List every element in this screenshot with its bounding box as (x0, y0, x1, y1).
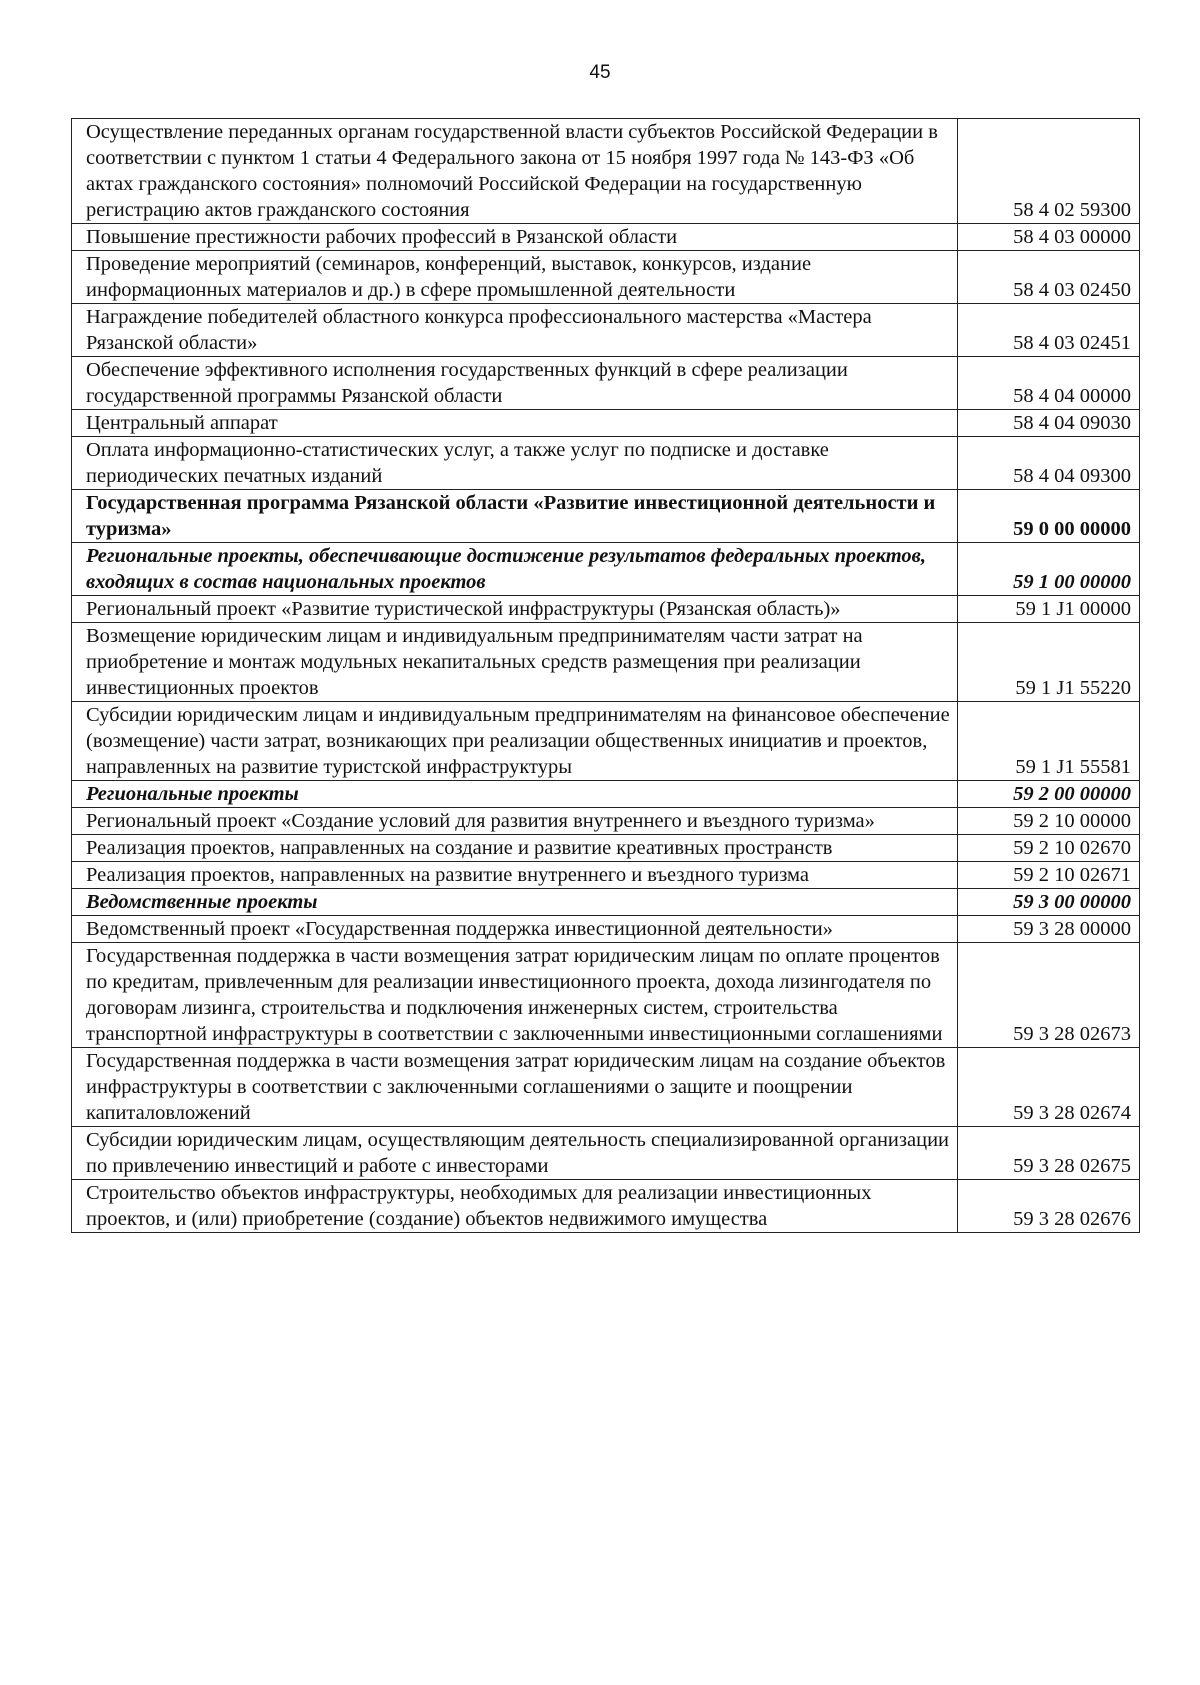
item-code-cell: 58 4 03 00000 (958, 224, 1140, 251)
table-row (72, 410, 1140, 437)
item-name-cell: Государственная поддержка в части возмещения затрат юридическим лицам по оплате процентов по кредитам, привлеченным для реализации инвестиционного проекта, дохода лизингодателя по договорам лизинга, строительства и подключения инженерных систем, строительства транспортной инфраструктуры в соответствии с заключенными инвестиционными соглашениями (72, 943, 958, 1048)
item-code-cell: 59 3 00 00000 (958, 889, 1140, 916)
table-row (72, 357, 1140, 410)
table-row (72, 1180, 1140, 1233)
item-name-cell: Строительство объектов инфраструктуры, необходимых для реализации инвестиционных проектов, и (или) приобретение (создание) объектов недвижимого имущества (72, 1180, 958, 1233)
table-row (72, 304, 1140, 357)
item-name-cell: Субсидии юридическим лицам, осуществляющим деятельность специализированной организации по привлечению инвестиций и работе с инвесторами (72, 1127, 958, 1180)
table-row (72, 808, 1140, 835)
item-code-cell: 59 3 28 02675 (958, 1127, 1140, 1180)
table-row (72, 596, 1140, 623)
item-name-cell: Региональные проекты, обеспечивающие достижение результатов федеральных проектов, входящих в состав национальных проектов (72, 543, 958, 596)
table-row (72, 916, 1140, 943)
item-name-cell: Государственная программа Рязанской области «Развитие инвестиционной деятельности и туризма» (72, 490, 958, 543)
item-code-cell: 59 3 28 02674 (958, 1048, 1140, 1127)
table-body (72, 119, 1140, 1233)
table-row (72, 862, 1140, 889)
item-code-cell: 58 4 04 09030 (958, 410, 1140, 437)
item-name-cell: Региональные проекты (72, 781, 958, 808)
item-name-cell: Повышение престижности рабочих профессий в Рязанской области (72, 224, 958, 251)
page-number: 45 (589, 62, 611, 83)
item-code-cell: 59 3 28 02676 (958, 1180, 1140, 1233)
item-code-cell: 59 0 00 00000 (958, 490, 1140, 543)
table-row (72, 437, 1140, 490)
table-row (72, 889, 1140, 916)
item-name-cell: Ведомственные проекты (72, 889, 958, 916)
item-name-cell: Награждение победителей областного конкурса профессионального мастерства «Мастера Рязанской области» (72, 304, 958, 357)
budget-code-table (71, 118, 1140, 1233)
item-name-cell: Ведомственный проект «Государственная поддержка инвестиционной деятельности» (72, 916, 958, 943)
table-row (72, 490, 1140, 543)
item-name-cell: Государственная поддержка в части возмещения затрат юридическим лицам на создание объектов инфраструктуры в соответствии с заключенными соглашениями о защите и поощрении капиталовложений (72, 1048, 958, 1127)
item-code-cell: 58 4 02 59300 (958, 119, 1140, 224)
table-row (72, 943, 1140, 1048)
item-code-cell: 59 1 00 00000 (958, 543, 1140, 596)
table-row (72, 1048, 1140, 1127)
item-name-cell: Реализация проектов, направленных на создание и развитие креативных пространств (72, 835, 958, 862)
item-code-cell: 59 1 J1 55581 (958, 702, 1140, 781)
table-row (72, 251, 1140, 304)
item-name-cell: Субсидии юридическим лицам и индивидуальным предпринимателям на финансовое обеспечение (возмещение) части затрат, возникающих при реализации общественных инициатив и проектов, направленных на развитие туристской инфраструктуры (72, 702, 958, 781)
item-code-cell: 58 4 03 02450 (958, 251, 1140, 304)
item-code-cell: 58 4 04 00000 (958, 357, 1140, 410)
table-row (72, 1127, 1140, 1180)
item-code-cell: 59 2 10 02670 (958, 835, 1140, 862)
item-name-cell: Обеспечение эффективного исполнения государственных функций в сфере реализации государственной программы Рязанской области (72, 357, 958, 410)
item-code-cell: 59 3 28 00000 (958, 916, 1140, 943)
item-code-cell: 59 1 J1 55220 (958, 623, 1140, 702)
item-code-cell: 59 1 J1 00000 (958, 596, 1140, 623)
table-row (72, 781, 1140, 808)
item-name-cell: Реализация проектов, направленных на развитие внутреннего и въездного туризма (72, 862, 958, 889)
item-code-cell: 59 2 10 00000 (958, 808, 1140, 835)
item-code-cell: 59 2 10 02671 (958, 862, 1140, 889)
item-code-cell: 58 4 03 02451 (958, 304, 1140, 357)
item-name-cell: Оплата информационно-статистических услуг, а также услуг по подписке и доставке периодических печатных изданий (72, 437, 958, 490)
item-name-cell: Осуществление переданных органам государственной власти субъектов Российской Федерации в соответствии с пунктом 1 статьи 4 Федерального закона от 15 ноября 1997 года № 143-ФЗ «Об актах гражданского состояния» полномочий Российской Федерации на государственную регистрацию актов гражданского состояния (72, 119, 958, 224)
item-code-cell: 59 2 00 00000 (958, 781, 1140, 808)
item-code-cell: 59 3 28 02673 (958, 943, 1140, 1048)
item-name-cell: Региональный проект «Развитие туристической инфраструктуры (Рязанская область)» (72, 596, 958, 623)
item-name-cell: Проведение мероприятий (семинаров, конференций, выставок, конкурсов, издание информационных материалов и др.) в сфере промышленной деятельности (72, 251, 958, 304)
table-row (72, 224, 1140, 251)
item-name-cell: Возмещение юридическим лицам и индивидуальным предпринимателям части затрат на приобретение и монтаж модульных некапитальных средств размещения при реализации инвестиционных проектов (72, 623, 958, 702)
table-row (72, 543, 1140, 596)
item-code-cell: 58 4 04 09300 (958, 437, 1140, 490)
item-name-cell: Региональный проект «Создание условий для развития внутреннего и въездного туризма» (72, 808, 958, 835)
table-row (72, 623, 1140, 702)
item-name-cell: Центральный аппарат (72, 410, 958, 437)
table-row (72, 119, 1140, 224)
table-row (72, 835, 1140, 862)
table-row (72, 702, 1140, 781)
